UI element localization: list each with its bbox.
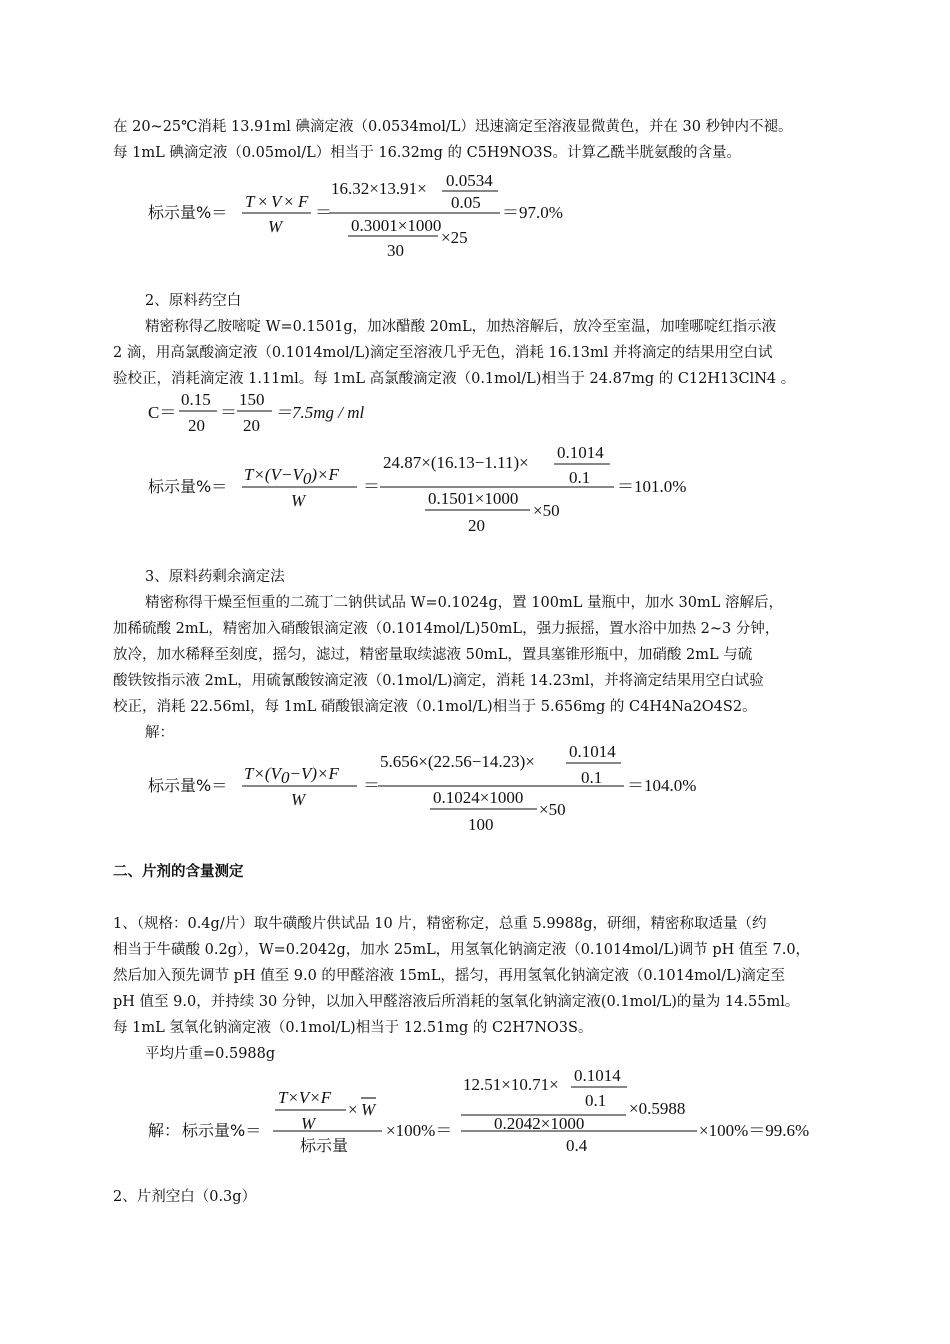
formula-W: W (268, 217, 283, 236)
svg-text:T×(V−V0)×F (244, 465, 339, 488)
formula-d-denominator: 20 (468, 516, 485, 535)
paragraph-line: 在 20~25℃消耗 13.91ml 碘滴定液（0.0534mol/L）迅速滴定至溶液显微黄色，并在 30 秒钟内不褪。 (113, 119, 793, 135)
solution-label: 解： (145, 725, 174, 741)
formula-k-numerator: 0.1014 (574, 1066, 621, 1085)
paragraph-line: 验校正，消耗滴定液 1.11ml。每 1mL 高氯酸滴定液（0.1mol/L)相当于 24.87mg 的 C12H13ClN4 。 (113, 371, 796, 387)
formula-F: F (298, 192, 309, 211)
formula-k-numerator: 0.0534 (446, 171, 493, 190)
paragraph-line: 校正，消耗 22.56ml，每 1mL 硝酸银滴定液（0.1mol/L)相当于 5.656mg 的 C4H4Na2O4S2。 (113, 699, 757, 715)
formula-denominator: 标示量 (300, 1136, 349, 1155)
formula-d-denominator: 0.4 (566, 1136, 588, 1155)
formula-numerator: T×(V−V (244, 465, 303, 484)
formula-k-denominator: 0.05 (451, 193, 481, 212)
formula-result: ＝101.0% (617, 477, 687, 496)
formula-W: W (301, 1114, 316, 1133)
paragraph-line: 精密称得乙胺嘧啶 W=0.1501g，加冰醋酸 20mL，加热溶解后，放冷至室温，加喹哪啶红指示液 (145, 319, 777, 335)
formula-d-denominator: 30 (387, 241, 404, 260)
formula-numerator-end: )×F (311, 465, 339, 484)
formula-W: W (291, 491, 306, 510)
formula-d-multiplier: ×25 (441, 228, 468, 247)
formula-b-denominator: 20 (243, 416, 260, 435)
section-heading: 3、原料药剩余滴定法 (145, 569, 285, 585)
formula-k-denominator: 0.1 (569, 468, 591, 487)
formula-b-numerator: 150 (239, 390, 265, 409)
section-heading: 二、片剂的含量测定 (113, 863, 244, 880)
paragraph-line: 放冷，加水稀释至刻度，摇匀，滤过，精密量取续滤液 50mL，置具塞锥形瓶中，加硝酸 2mL 与硫 (113, 647, 753, 663)
formula-a-denominator: 20 (188, 416, 205, 435)
formula-concentration (148, 388, 408, 440)
formula-equals: ＝ (315, 203, 332, 222)
paragraph-line: 1、（规格：0.4g/片）取牛磺酸片供试品 10 片，精密称定，总重 5.9988g，研细，精密称取适量（约 (113, 916, 767, 932)
paragraph-line: 然后加入预先调节 pH 值至 9.0 的甲醛溶液 15mL，摇匀，再用氢氧化钠滴定液（0.1014mol/L)滴定至 (113, 968, 785, 984)
formula-numerator: 24.87×(16.13−1.11)× (383, 453, 529, 472)
formula-percent: ×100%＝ (386, 1121, 453, 1140)
svg-text:T×(V0−V)×F (244, 764, 339, 787)
formula-C: C＝ (148, 403, 177, 422)
formula-4 (148, 1060, 838, 1165)
paragraph-line: 每 1mL 碘滴定液（0.05mol/L）相当于 16.32mg 的 C5H9NO3S。计算乙酰半胱氨酸的含量。 (113, 145, 742, 161)
formula-T: T (245, 192, 255, 211)
formula-numerator: 5.656×(22.56−14.23)× (380, 752, 535, 771)
formula-W-bar: W (361, 1100, 376, 1119)
formula-d-multiplier: ×50 (539, 800, 566, 819)
formula-k-numerator: 0.1014 (569, 742, 616, 761)
formula-d-denominator: 100 (468, 815, 494, 834)
formula-times: × (258, 192, 268, 211)
formula-k-denominator: 0.1 (581, 768, 603, 787)
average-weight: 平均片重=0.5988g (145, 1046, 276, 1062)
formula-subscript: 0 (280, 768, 290, 787)
formula-d-numerator: 0.2042×1000 (494, 1114, 585, 1133)
formula-lhs: 标示量%＝ (148, 203, 228, 222)
paragraph-line: 相当于牛磺酸 0.2g），W=0.2042g，加水 25mL，用氢氧化钠滴定液（0.1014mol/L)调节 pH 值至 7.0， (113, 942, 811, 958)
formula-result: ＝97.0% (502, 203, 563, 222)
formula-equals: ＝ (220, 403, 237, 422)
formula-numerator-end: −V)×F (289, 764, 339, 783)
paragraph-line: 2 滴，用高氯酸滴定液（0.1014mol/L)滴定至溶液几乎无色，消耗 16.13ml 并将滴定的结果用空白试 (113, 345, 773, 361)
formula-lhs: 标示量%＝ (148, 477, 228, 496)
formula-equals: ＝ (363, 477, 380, 496)
paragraph-line: 精密称得干燥至恒重的二巯丁二钠供试品 W=0.1024g，置 100mL 量瓶中，加水 30mL 溶解后， (145, 595, 783, 611)
formula-d-numerator: 0.1024×1000 (433, 788, 524, 807)
section-heading: 2、原料药空白 (145, 293, 242, 309)
formula-k-denominator: 0.1 (585, 1091, 607, 1110)
formula-lhs: 标示量%＝ (148, 776, 228, 795)
formula-V: V (271, 192, 282, 211)
formula-W: W (291, 790, 306, 809)
formula-1 (148, 165, 588, 265)
formula-3 (148, 740, 708, 840)
formula-d-numerator: 0.1501×1000 (428, 489, 519, 508)
formula-numerator: 16.32×13.91× (331, 179, 427, 198)
formula-result: ×100%＝99.6% (699, 1121, 810, 1140)
formula-subscript: 0 (302, 469, 312, 488)
formula-d-multiplier: ×50 (533, 501, 560, 520)
formula-numerator: 12.51×10.71× (463, 1075, 559, 1094)
formula-result: ＝7.5mg / ml (275, 403, 365, 422)
formula-times: × (348, 1100, 358, 1119)
formula-numerator: T×(V (244, 764, 281, 783)
paragraph-line: pH 值至 9.0，并持续 30 分钟，以加入甲醛溶液后所消耗的氢氧化钠滴定液(0.1mol/L)的量为 14.55ml。 (113, 994, 800, 1010)
formula-result: ＝104.0% (627, 776, 697, 795)
formula-times: × (284, 192, 294, 211)
formula-lhs: 标示量%＝ (182, 1121, 262, 1140)
formula-inner-numerator: T×V×F (278, 1088, 332, 1107)
formula-a-numerator: 0.15 (181, 390, 211, 409)
formula-n-multiplier: ×0.5988 (629, 1099, 686, 1118)
formula-equals: ＝ (363, 776, 380, 795)
formula-d-numerator: 0.3001×1000 (351, 216, 442, 235)
paragraph-line: 每 1mL 氢氧化钠滴定液（0.1mol/L)相当于 12.51mg 的 C2H7NO3S。 (113, 1020, 593, 1036)
solution-label: 解： (148, 1121, 181, 1140)
formula-2 (148, 440, 708, 540)
paragraph-line: 加稀硫酸 2mL，精密加入硝酸银滴定液（0.1014mol/L)50mL，强力振摇，置水浴中加热 2~3 分钟， (113, 621, 780, 637)
paragraph-line: 酸铁铵指示液 2mL，用硫氰酸铵滴定液（0.1mol/L)滴定，消耗 14.23ml，并将滴定结果用空白试验 (113, 673, 764, 689)
section-item: 2、片剂空白（0.3g） (113, 1189, 257, 1205)
formula-k-numerator: 0.1014 (557, 443, 604, 462)
